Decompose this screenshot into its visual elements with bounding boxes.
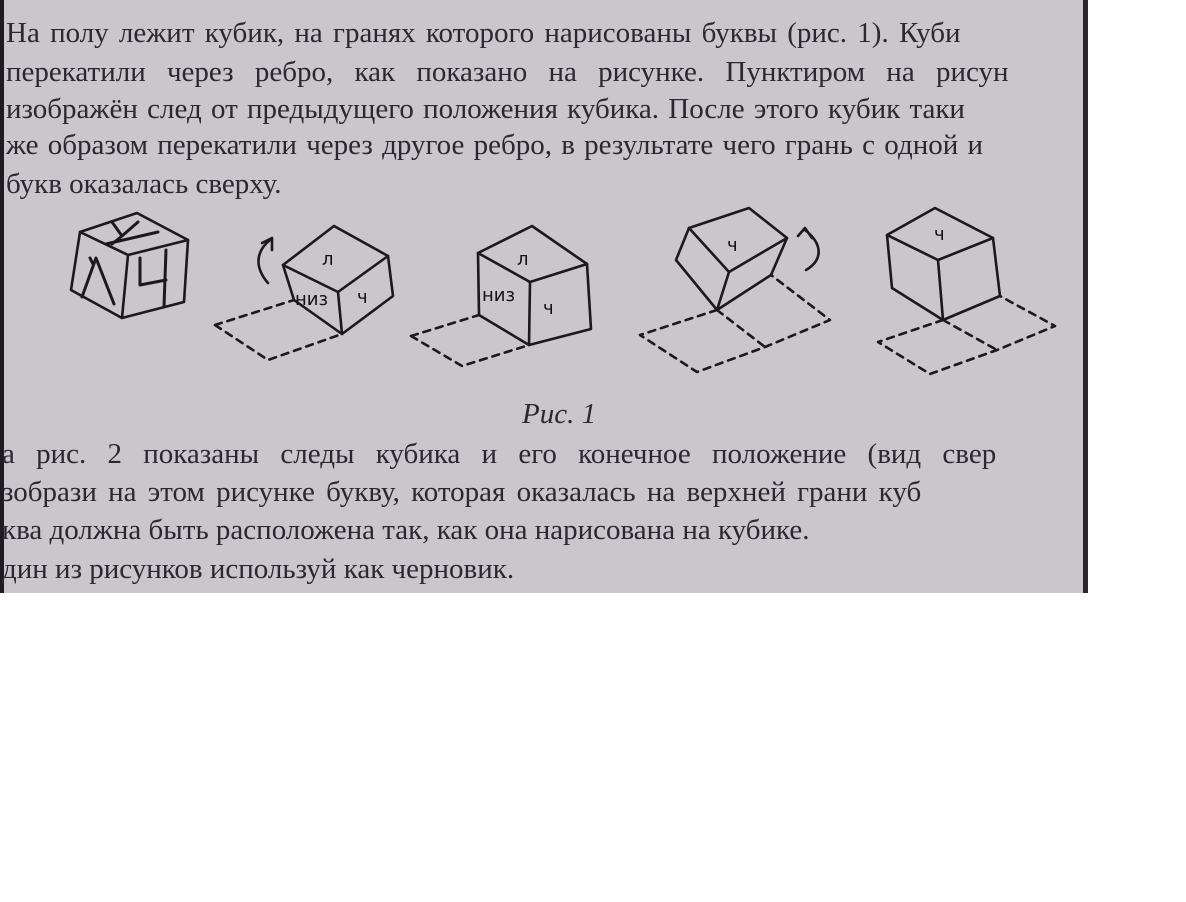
cube-2-left-label: низ	[295, 289, 329, 310]
text-line-6: а рис. 2 показаны следы кубика и его конечное положение (вид свер	[2, 438, 997, 470]
cube-1-top-letter	[106, 222, 158, 244]
text-line-9: дин из рисунков используй как черновик.	[2, 553, 515, 585]
text-line-5: букв оказалась сверху.	[6, 168, 282, 200]
cube-1	[71, 213, 188, 318]
cube-2-right-label: ч	[357, 287, 368, 308]
text-line-4: же образом перекатили через другое ребро, в результате чего грань с одной и	[6, 129, 984, 161]
cube-1-left-letter	[82, 258, 114, 304]
figure-caption: Рис. 1	[522, 398, 597, 430]
roll-arrow-1	[258, 238, 272, 283]
roll-arrow-2	[798, 228, 819, 270]
cube-2-top-label: л	[322, 249, 334, 270]
text-line-3: изображён след от предыдущего положения кубика. После этого кубик таки	[6, 93, 965, 125]
cube-3-top-label: л	[517, 249, 529, 270]
cube-4-top-label: ч	[727, 235, 738, 256]
text-line-7: зобрази на этом рисунке букву, которая оказалась на верхней грани куб	[2, 476, 922, 508]
cube-3-right-label: ч	[543, 298, 554, 319]
cube-4	[640, 208, 830, 372]
cube-5-top-label: ч	[934, 224, 945, 245]
cube-1-right-letter	[140, 250, 166, 307]
text-line-1: На полу лежит кубик, на гранях которого нарисованы буквы (рис. 1). Куби	[6, 17, 961, 49]
cube-5	[878, 208, 1055, 374]
cube-3-left-label: низ	[482, 285, 516, 306]
text-line-2: перекатили через ребро, как показано на рисунке. Пунктиром на рисун	[6, 56, 1009, 88]
text-line-8: ква должна быть расположена так, как она нарисована на кубике.	[2, 514, 810, 546]
